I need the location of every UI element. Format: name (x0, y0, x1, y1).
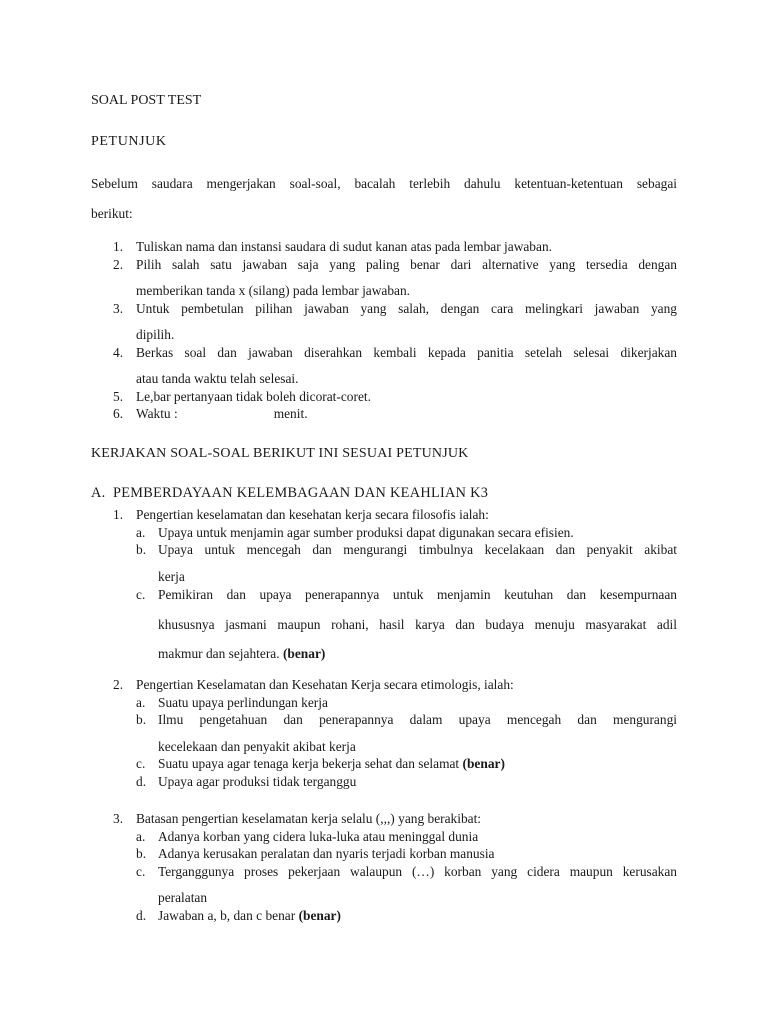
rule-text: Berkas soal dan jawaban diserahkan kembali kepada panitia setelah selesai dikerjakan (136, 344, 677, 360)
question-text: Pengertian Keselamatan dan Kesehatan Kerja secara etimologis, ialah: (136, 677, 514, 692)
question-stem (91, 810, 677, 828)
answer-option (91, 845, 677, 863)
rule-text: dipilih. (136, 327, 175, 342)
section-title: PEMBERDAYAAN KELEMBAGAAN DAN KEAHLIAN K3 (113, 485, 489, 501)
correct-answer-mark: (benar) (282, 646, 326, 661)
answer-option (91, 524, 677, 542)
option-text: Adanya korban yang cidera luka-luka atau meninggal dunia (158, 828, 479, 844)
question-stem (91, 676, 677, 694)
answer-option (91, 755, 677, 773)
question-2 (91, 676, 677, 790)
option-letter: a. (136, 694, 146, 710)
intro-paragraph (91, 169, 677, 229)
intro-line-2: berikut: (91, 206, 133, 221)
answer-option (91, 907, 677, 925)
option-letter: d. (136, 907, 147, 923)
question-stem (91, 506, 677, 524)
option-letter: c. (136, 587, 146, 602)
option-text: Pemikiran dan upaya penerapannya untuk menjamin keutuhan dan kesempurnaan (158, 587, 677, 602)
correct-answer-mark: (benar) (298, 907, 341, 923)
document-title: SOAL POST TEST (91, 93, 202, 108)
rule-item (91, 344, 677, 388)
option-text: Ilmu pengetahuan dan penerapannya dalam upaya mencegah dan mengurangi (158, 712, 677, 727)
answer-option (91, 773, 677, 791)
rule-item (91, 388, 677, 406)
rule-number: 5. (113, 388, 124, 404)
option-letter: d. (136, 773, 147, 789)
option-text: peralatan (158, 890, 208, 905)
option-text: Suatu upaya perlindungan kerja (158, 694, 328, 710)
option-text: makmur dan sejahtera. (158, 646, 280, 661)
option-text: khususnya jasmani maupun rohani, hasil karya dan budaya menuju masyarakat adil (158, 616, 677, 632)
section-letter: A. (91, 485, 106, 501)
rule-text: atau tanda waktu telah selesai. (136, 371, 299, 386)
option-letter: b. (136, 712, 147, 727)
answer-option (91, 694, 677, 712)
rule-text: Le,bar pertanyaan tidak boleh dicorat-coret. (136, 388, 371, 404)
option-last-line (158, 645, 677, 663)
option-letter: b. (136, 542, 147, 557)
question-1 (91, 506, 677, 663)
option-text: Upaya agar produksi tidak terganggu (158, 773, 357, 789)
option-text: Adanya kerusakan peralatan dan nyaris terjadi korban manusia (158, 846, 495, 861)
option-text: kerja (158, 568, 185, 584)
rule-number: 3. (113, 300, 124, 316)
option-text: kecelekaan dan penyakit akibat kerja (158, 738, 356, 754)
rule-item (91, 405, 677, 423)
question-number: 2. (113, 677, 124, 692)
rule-text: Pilih salah satu jawaban saja yang paling benar dari alternative yang tersedia dengan (136, 256, 677, 272)
answer-option (91, 541, 677, 585)
rule-number: 2. (113, 256, 124, 272)
answer-option (91, 586, 677, 663)
rule-text: Untuk pembetulan pilihan jawaban yang salah, dengan cara melingkari jawaban yang (136, 300, 677, 316)
option-letter: c. (136, 863, 146, 879)
answer-option (91, 828, 677, 846)
answer-option (91, 711, 677, 755)
instructions-heading: PETUNJUK (91, 134, 167, 149)
intro-line-1: Sebelum saudara mengerjakan soal-soal, bacalah terlebih dahulu ketentuan-ketentuan sebagai (91, 176, 677, 191)
section-a-heading (91, 485, 677, 502)
rule-item (91, 238, 677, 256)
question-number: 3. (113, 811, 124, 826)
option-letter: a. (136, 524, 146, 540)
instructions-list (91, 238, 677, 423)
question-3 (91, 810, 677, 924)
option-text: Upaya untuk mencegah dan mengurangi timbulnya kecelakaan dan penyakit akibat (158, 542, 677, 557)
answer-option (91, 863, 677, 907)
time-label: Waktu : (136, 406, 178, 421)
rule-text: memberikan tanda x (silang) pada lembar jawaban. (136, 283, 411, 298)
rule-item (91, 256, 677, 300)
section-heading: KERJAKAN SOAL-SOAL BERIKUT INI SESUAI PETUNJUK (91, 446, 469, 461)
correct-answer-mark: (benar) (462, 756, 505, 771)
time-unit: menit. (273, 406, 308, 421)
question-number: 1. (113, 507, 124, 522)
option-letter: b. (136, 846, 147, 861)
rule-number: 4. (113, 344, 124, 360)
option-text: Upaya untuk menjamin agar sumber produksi dapat digunakan secara efisien. (158, 524, 574, 540)
rule-text: Tuliskan nama dan instansi saudara di sudut kanan atas pada lembar jawaban. (136, 239, 552, 254)
option-letter: c. (136, 756, 146, 771)
option-text: Terganggunya proses pekerjaan walaupun (…) korban yang cidera maupun kerusakan (158, 863, 677, 879)
option-text: Jawaban a, b, dan c benar (158, 907, 296, 923)
question-text: Pengertian keselamatan dan kesehatan kerja secara filosofis ialah: (136, 507, 489, 522)
rule-item (91, 300, 677, 344)
option-letter: a. (136, 828, 146, 844)
rule-number: 1. (113, 239, 124, 254)
rule-number: 6. (113, 406, 124, 421)
option-text: Suatu upaya agar tenaga kerja bekerja sehat dan selamat (158, 756, 460, 771)
question-text: Batasan pengertian keselamatan kerja selalu (,,,) yang berakibat: (136, 811, 482, 826)
